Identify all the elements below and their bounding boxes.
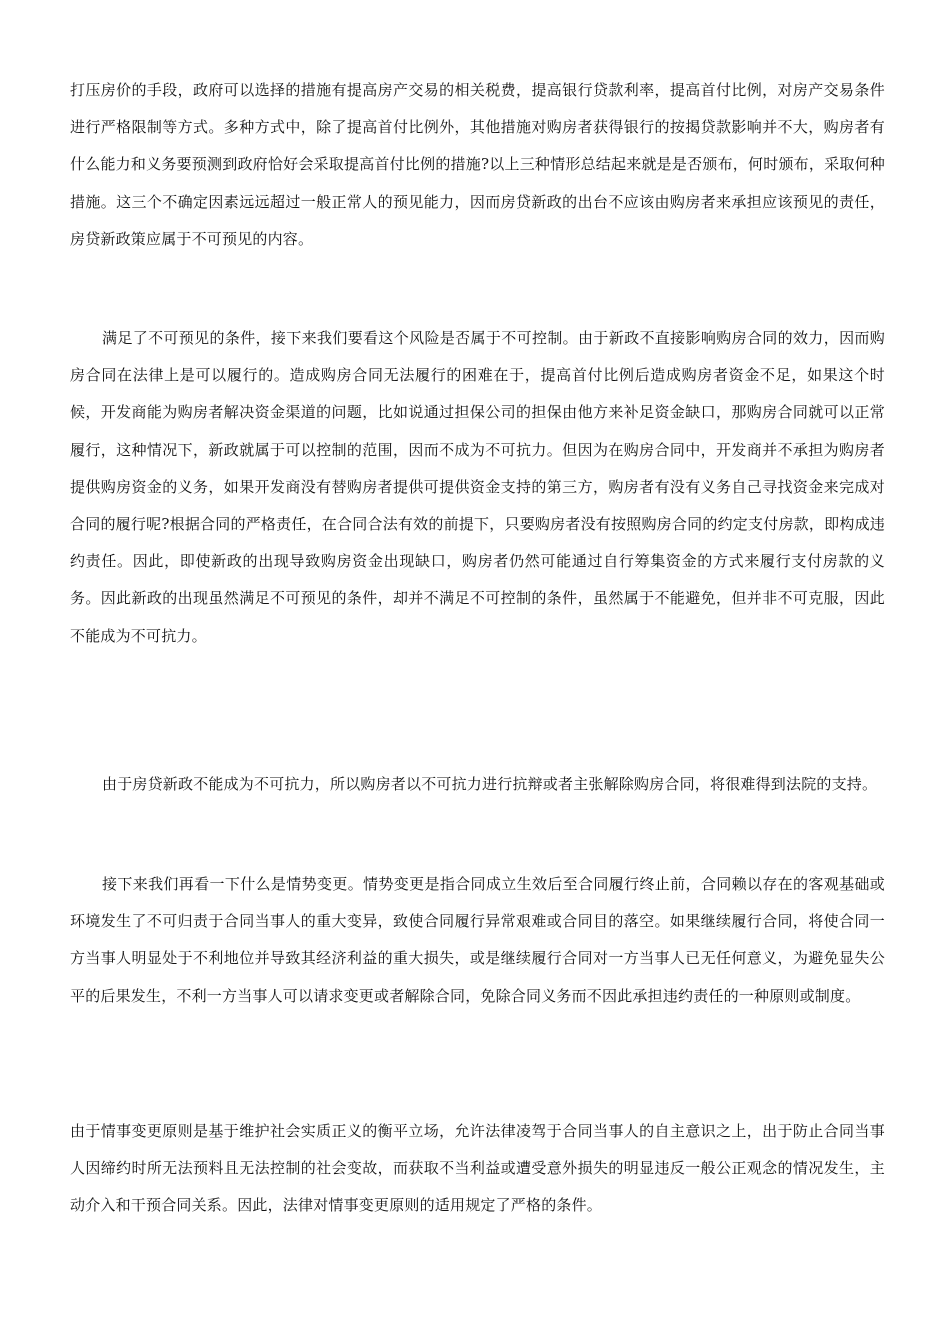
paragraph-5: 由于情事变更原则是基于维护社会实质正义的衡平立场，允许法律凌驾于合同当事人的自主意识之上，出于防止合同当事人因缔约时所无法预料且无法控制的社会变故，而获取不当利益或遭受意外损失的明显违反一般公正观念的情况发生，主动介入和干预合同关系。因此，法律对情事变更原则的适用规定了严格的条件。 bbox=[70, 1122, 885, 1215]
paragraph-2: 满足了不可预见的条件，接下来我们要看这个风险是否属于不可控制。由于新政不直接影响购房合同的效力，因而购房合同在法律上是可以履行的。造成购房合同无法履行的困难在于，提高首付比例后造成购房者资金不足，如果这个时候，开发商能为购房者解决资金渠道的问题，比如说通过担保公司的担保由他方来补足资金缺口，那购房合同就可以正常履行，这种情况下，新政就属于可以控制的范围，因而不成为不可抗力。但因为在购房合同中，开发商并不承担为购房者提供购房资金的义务，如果开发商没有替购房者提供可提供资金支持的第三方，购房者有没有义务自己寻找资金来完成对合同的履行呢?根据合同的严格责任，在合同合法有效的前提下，只要购房者没有按照购房合同的约定支付房款，即构成违约责任。因此，即使新政的出现导致购房资金出现缺口，购房者仍然可能通过自行筹集资金的方式来履行支付房款的义务。因此新政的出现虽然满足不可预见的条件，却并不满足不可控制的条件，虽然属于不能避免，但并非不可克服，因此不能成为不可抗力。 bbox=[70, 329, 885, 645]
paragraph-1: 打压房价的手段，政府可以选择的措施有提高房产交易的相关税费，提高银行贷款利率，提高首付比例，对房产交易条件进行严格限制等方式。多种方式中，除了提高首付比例外，其他措施对购房者获得银行的按揭贷款影响并不大，购房者有什么能力和义务要预测到政府恰好会采取提高首付比例的措施?以上三种情形总结起来就是是否颁布，何时颁布，采取何种措施。这三个不确定因素远远超过一般正常人的预见能力，因而房贷新政的出台不应该由购房者来承担应该预见的责任，房贷新政策应属于不可预见的内容。 bbox=[70, 81, 885, 248]
paragraph-4: 接下来我们再看一下什么是情势变更。情势变更是指合同成立生效后至合同履行终止前，合同赖以存在的客观基础或环境发生了不可归责于合同当事人的重大变异，致使合同履行异常艰难或合同目的落空。如果继续履行合同，将使合同一方当事人明显处于不利地位并导致其经济利益的重大损失，或是继续履行合同对一方当事人已无任何意义，为避免显失公平的后果发生，不利一方当事人可以请求变更或者解除合同，免除合同义务而不因此承担违约责任的一种原则或制度。 bbox=[70, 875, 885, 1005]
paragraph-3: 由于房贷新政不能成为不可抗力，所以购房者以不可抗力进行抗辩或者主张解除购房合同，将很难得到法院的支持。 bbox=[102, 775, 878, 793]
